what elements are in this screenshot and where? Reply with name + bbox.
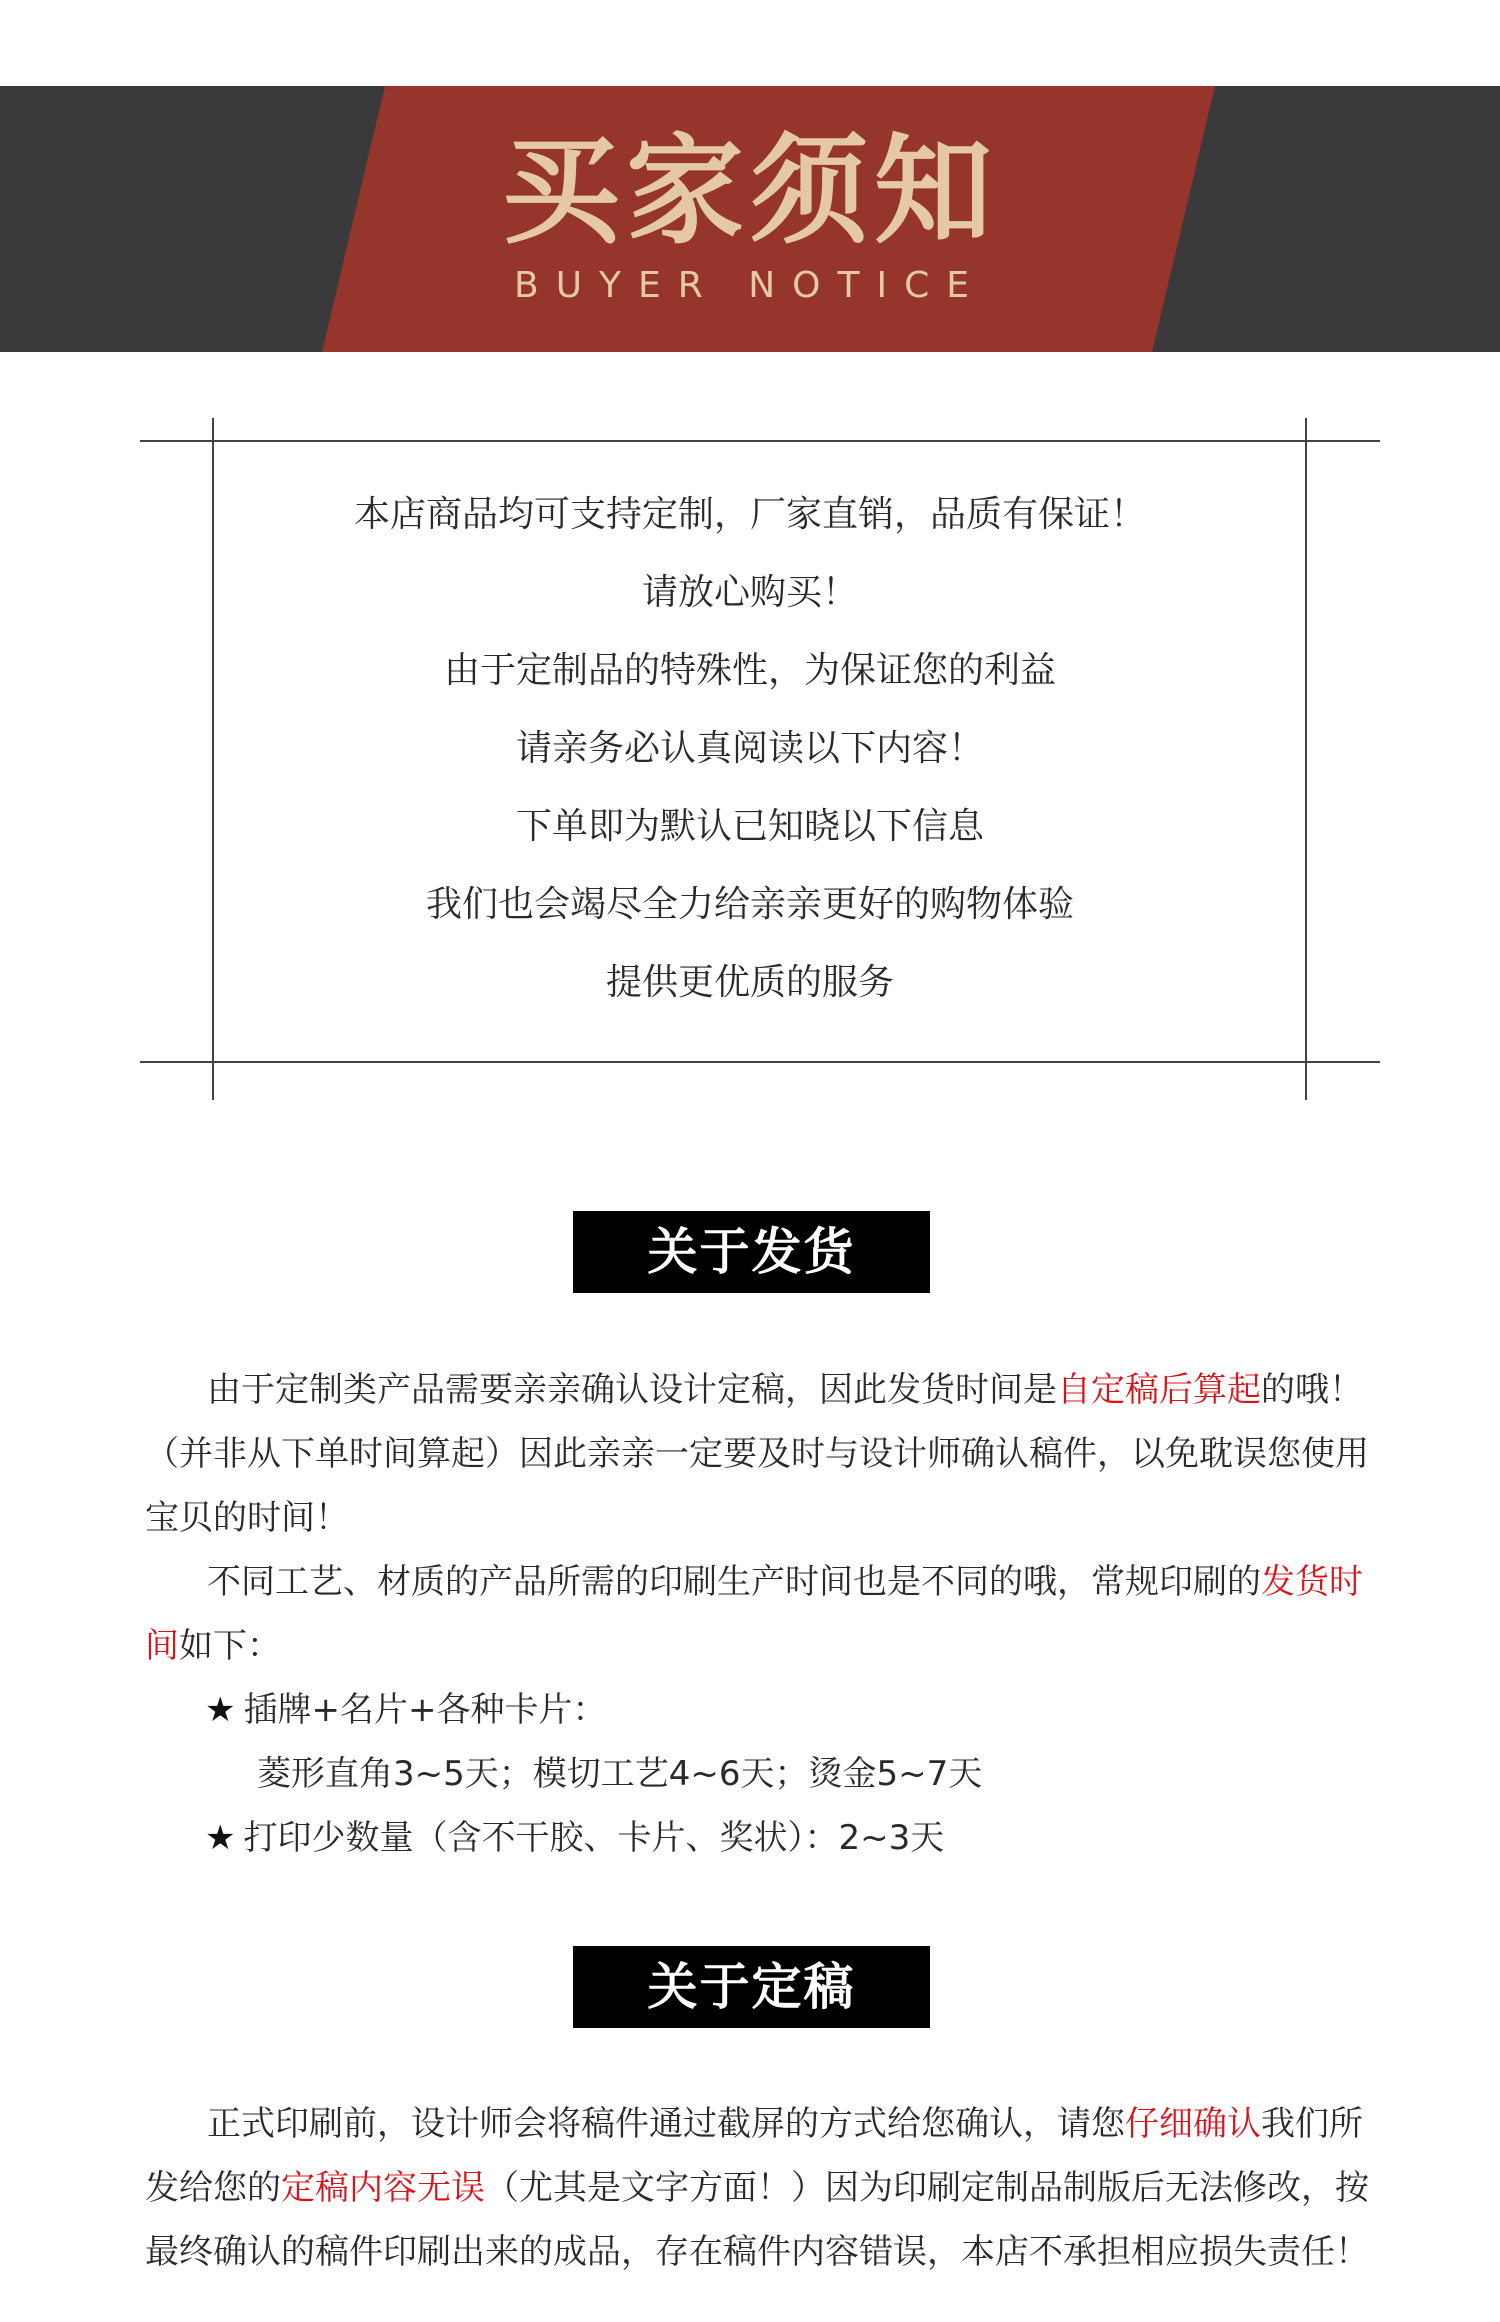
notice-line: 请放心购买！ — [641, 572, 858, 613]
draft-text: 我们所发给您的 — [145, 2104, 1363, 2208]
star-icon: ★ — [205, 1690, 236, 1730]
frame-bottom-line — [140, 1061, 1380, 1063]
highlight-text: 发货时间 — [145, 1562, 1363, 1666]
draft-paragraph — [145, 2092, 1370, 2284]
highlight-text: 定稿内容无误 — [281, 2168, 485, 2208]
shipping-text: 不同工艺、材质的产品所需的印刷生产时间也是不同的哦，常规印刷的 — [207, 1562, 1261, 1602]
shipping-item-cards-detail: 菱形直角3~5天；模切工艺4~6天；烫金5~7天 — [257, 1754, 983, 1794]
shipping-heading: 关于发货 — [573, 1211, 930, 1293]
draft-content — [145, 2092, 1370, 2284]
shipping-text: 的哦！（并非从下单时间算起）因此亲亲一定要及时与设计师确认稿件，以免耽误您使用宝贝的时间！ — [145, 1370, 1369, 1538]
banner-title: 买家须知 — [501, 122, 998, 260]
star-icon: ★ — [205, 1818, 236, 1858]
draft-text: 正式印刷前，设计师会将稿件通过截屏的方式给您确认，请您 — [207, 2104, 1125, 2144]
highlight-text: 自定稿后算起 — [1057, 1370, 1261, 1410]
frame-left-line — [212, 418, 214, 1100]
frame-right-line — [1305, 418, 1307, 1100]
shipping-item-print — [145, 1806, 1370, 1870]
frame-top-line — [140, 440, 1380, 442]
shipping-paragraph-2 — [145, 1550, 1370, 1678]
buyer-notice-banner — [0, 86, 1500, 352]
shipping-text: 由于定制类产品需要亲亲确认设计定稿，因此发货时间是 — [207, 1370, 1057, 1410]
notice-line: 我们也会竭尽全力给亲亲更好的购物体验 — [425, 884, 1074, 925]
banner-subtitle: BUYER NOTICE — [514, 265, 986, 306]
item-label: 打印少数量（含不干胶、卡片、奖状）：2~3天 — [243, 1818, 945, 1858]
notice-line: 下单即为默认已知晓以下信息 — [515, 806, 984, 847]
shipping-item-cards — [145, 1678, 1370, 1742]
notice-line: 提供更优质的服务 — [605, 962, 894, 1003]
shipping-text: 如下： — [179, 1626, 281, 1666]
notice-text-block — [215, 476, 1285, 1022]
highlight-text: 仔细确认 — [1125, 2104, 1261, 2144]
notice-line: 本店商品均可支持定制，厂家直销，品质有保证！ — [353, 494, 1146, 535]
shipping-paragraph-1 — [145, 1358, 1370, 1550]
notice-line: 由于定制品的特殊性，为保证您的利益 — [443, 650, 1056, 691]
draft-text: （尤其是文字方面！）因为印刷定制品制版后无法修改，按最终确认的稿件印刷出来的成品，存在稿件内容错误，本店不承担相应损失责任！ — [145, 2168, 1369, 2272]
draft-heading: 关于定稿 — [573, 1946, 930, 2028]
item-label: 插牌+名片+各种卡片： — [243, 1690, 607, 1730]
shipping-content — [145, 1358, 1370, 1870]
notice-line: 请亲务必认真阅读以下内容！ — [515, 728, 984, 769]
